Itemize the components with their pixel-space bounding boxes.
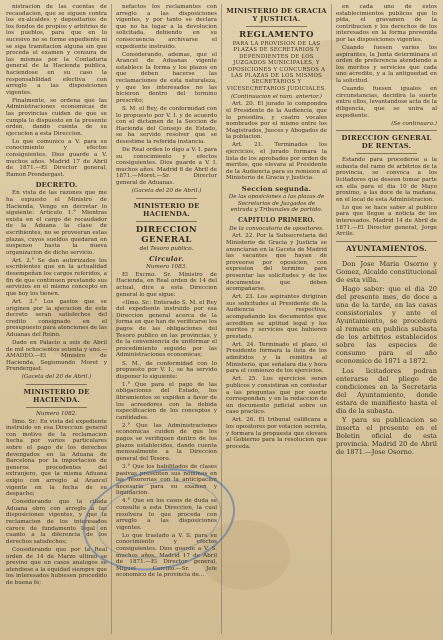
circular-heading: Circular. xyxy=(149,255,184,264)
direction-heading: DIRECCION GENERAL xyxy=(135,224,198,245)
article: Art. 26. El tribunal calificara a los opositores por votacion secreta, y formara la propuesta que elevara al Gobierno para la resolucion que proceda. xyxy=(226,417,327,450)
number-label: Numero 1082. xyxy=(36,411,77,418)
article: Art. 21. Terminados los ejercicios, el jurado formara la lista de los aprobados por orden de meritos, que elevara al Presidente de la Audiencia para su remision al Ministerio de Gracia y Justicia. xyxy=(226,142,327,182)
divider xyxy=(136,221,197,222)
paragraph: Estando para procederse a la subasta del ramo de arbitrios de la provincia, se convoca a los licitadores que deseen tomar parte en ella para el dia 10 de Mayo proximo, a las doce de la mañana, en el local de esta Administracion. xyxy=(336,157,437,203)
article: Art. 24. Terminado el plazo, el Presidente formara la lista de los admitidos y la remitira al Ministerio, que señalara dia y hora para el comienzo de los ejercicios. xyxy=(226,341,327,375)
divider xyxy=(336,241,437,242)
ministry-heading: MINISTERIO DE HACIENDA. xyxy=(133,201,200,218)
number-label: Numero 1083. xyxy=(146,264,187,271)
paragraph: En vista de las razones que me ha expuesto el Ministro de Hacienda, Vengo en decretar lo siguiente: Articulo 1.° Mientras exista en el cargo de recaudador de la Aduana la clase de escribientes, no se proveeran estas plazas, cuyos sueldos quedaran en suspenso hasta la nueva organizacion de dicho servicio. xyxy=(6,190,107,256)
divider xyxy=(246,26,307,27)
paragraph: S. M., de conformidad con lo propuesto por V. I., se ha servido disponer lo siguiente: xyxy=(116,360,217,380)
paragraph: Considerando que la citada Aduana obro con arreglo a las disposiciones vigentes, y que la reclamacion de los interesados carece de fundamento legal en cuanto a la diferencia de los derechos satisfechos; xyxy=(6,499,107,545)
column-separator xyxy=(331,4,332,634)
divider xyxy=(26,407,87,408)
section-heading: Seccion segunda. xyxy=(241,184,312,193)
paragraph: Dado en Palacio a seis de Abril de mil ochocientos setenta y uno.—AMADEO.—El Ministro de Hacienda, Segismundo Moret y Prendergast. xyxy=(6,340,107,373)
paragraph: El Excmo. Sr. Ministro de Hacienda, en Real orden de 14 del actual, dice a esta Direccion general lo que sigue: xyxy=(116,271,217,298)
paragraph: Cuando fuesen iguales en circunstancias, decidira la suerte entre ellos, levantandose acta de la diligencia, que se unira al expediente. xyxy=(336,86,437,119)
paragraph: S. M. el Rey, de conformidad con lo propuesto por V. I. y de acuerdo con el dictamen de la Seccion de Hacienda del Consejo de Estado, se ha servido resolver que se desestime la referida instancia. xyxy=(116,105,217,145)
chapter-subheading: De la convocatoria de opositores. xyxy=(229,225,324,232)
paragraph: «Ilmo. Sr.: Enterado S. M. el Rey del expediente instruido por esa Direccion general acerca de la forma en que han de verificarse los pagos de las obligaciones del Tesoro publico en las provincias, y de la conveniencia de uniformar el procedimiento seguido por las Administraciones economicas; xyxy=(116,299,217,359)
paragraph: Y para su publicacion se inserta el presente en el Boletin oficial de esta provincia. Madrid 20 de Abril de 1871.—Jose Osorno. xyxy=(336,416,437,457)
article: 1.° Que para el pago de las obligaciones del Estado, los libramientos se expidan a favor de los acreedores con la debida especificacion de los conceptos y cantidades. xyxy=(116,381,217,421)
gaceta-note: (Gaceta del 20 de Abril.) xyxy=(131,188,202,195)
divider xyxy=(136,198,197,199)
continuation-note: (Se continuara.) xyxy=(391,120,437,127)
article: 2.° Que las Administraciones economicas cuiden de que los pagos se verifiquen dentro de los plazos establecidos, dando cuenta mensualmente a la Direccion general del Tesoro. xyxy=(116,422,217,462)
paragraph: Lo que comunico a V. para su conocimiento y efectos consiguientes. Dios guarde a V. muchos años. Madrid 17 de Abril de 1871.—El Director general, Ramon Prendergast. xyxy=(6,138,107,178)
regulation-title: REGLAMENTO xyxy=(239,30,314,40)
paragraph: Los licitadores podran enterarse del pliego de condiciones en la Secretaria del Ayuntamiento, donde estara de manifiesto hasta el dia de la subasta. xyxy=(336,366,437,415)
direction-heading: DIRECCION GENERAL DE RENTAS. xyxy=(341,134,432,151)
direction-subheading: del Tesoro publico. xyxy=(139,245,194,252)
column-4 xyxy=(336,4,437,634)
paragraph: en cada uno de estos establecimientos publicos que lo pida, el gravamen de la contribucion y los derechos de los interesados en la forma prevenida por las disposiciones vigentes. xyxy=(336,4,437,43)
paragraph: Lo que se hace saber al publico para que llegue a noticia de los interesados. Madrid 14 de Abril de 1871.—El Director general, Jorge Arcile. xyxy=(336,204,437,238)
article: 3.° Que los habilitados de clases pasivas presenten sus nominas en las Tesorerias con la anticipacion necesaria para su examen y liquidacion. xyxy=(116,463,217,497)
column-3 xyxy=(226,4,327,634)
article: Art. 22. Por la Subsecretaria del Ministerio de Gracia y Justicia se anunciaran en la Gaceta de Madrid las vacantes que hayan de proveerse por oposicion, con expresion del termino para presentar las solicitudes y de los documentos que deben acompañarse. xyxy=(226,233,327,293)
paragraph: Cuando fuesen varios los aspirantes, la Junta determinara el orden de preferencia atendiendo a los meritos y servicios que cada uno acredite, y a la antiguedad en la solicitud. xyxy=(336,45,437,85)
divider xyxy=(356,256,417,257)
paragraph: De Real orden lo digo a V. I. para su conocimiento y efectos consiguientes. Dios guarde a V. I. muchos años. Madrid 6 de Abril de 1871.—Moret.—Sr. Director general de Aduanas. xyxy=(116,146,217,186)
column-1 xyxy=(6,4,107,634)
paragraph: nistracion de las cuentas de recaudacion, que se siguen contra los ex-alcaldes y depositarios de los fondos de propios y arbitrios de los pueblos, para que en lo sucesivo no se forme expediente ni se siga tramitacion alguna sin que proceda el examen y censura de las mismas por la Contaduria general de la Hacienda publica, haciendose en su caso la responsabilidad efectiva con arreglo a las disposiciones vigentes. xyxy=(6,4,107,96)
chapter-heading: CAPITULO PRIMERO. xyxy=(238,216,315,224)
section-heading: AYUNTAMIENTOS. xyxy=(345,243,428,253)
paragraph: Finalmente, se ordena que las Administraciones economicas de las provincias cuiden de que se cumpla lo dispuesto en la presente orden, dando cuenta de su ejecucion a esta Direccion. xyxy=(6,97,107,137)
paragraph: Considerando que por la Real orden de 14 de Marzo ultimo se previno que en casos analogos se atendiese a la equidad siempre que los interesados hubiesen procedido de buena fe; xyxy=(6,546,107,586)
divider xyxy=(26,384,87,385)
article: Art. 20. El jurado lo compondra el Presidente de la Audiencia, que lo presidira, y cuatro vocales nombrados por el mismo entre los Magistrados, Jueces y Abogados de la poblacion. xyxy=(226,101,327,141)
divider xyxy=(336,130,437,131)
paragraph: Lo que traslado a V. S. para su conocimiento y efectos consiguientes. Dios guarde a V. S. muchos años. Madrid 17 de Abril de 1871.—El Director general, Miguel Carrillo.—Sr. Jefe economico de la provincia de... xyxy=(116,532,217,579)
divider xyxy=(356,153,417,154)
ministry-heading: MINISTERIO DE HACIENDA. xyxy=(23,388,90,405)
paragraph: Art. 2.° Se dan autorizados los escribientes que en la actualidad desempeñan los cargos referidos, a fin de que continuen prestando sus servicios en el mismo concepto en que hoy los tienen. xyxy=(6,257,107,297)
continuation-note: (Continuacion el num. anterior.) xyxy=(231,93,322,100)
regulation-subtitle: PARA LA PROVISION DE LAS PLAZAS DE SECRETARIOS Y DEPENDIENTES DE LOS JUZGADOS MUNICIPALES, Y OPOSICIONES Y CONCURSOS A LAS PLAZAS DE LOS MISMOS SECRETARIOS Y VICESECRETARIOS JUDICIALES. xyxy=(226,41,327,92)
paragraph: Art. 3.° Los gastos que se originen por la ejecucion de este decreto seran satisfechos del credito consignado en el presupuesto para atenciones de las Aduanas del Reino. xyxy=(6,298,107,338)
gaceta-note: (Gaceta del 20 de Abril.) xyxy=(21,374,92,381)
column-2 xyxy=(116,4,217,634)
paragraph: Considerando, ademas, que el Arancel de Aduanas vigente establece la forma y los plazos en que deben hacerse las reclamaciones de esta naturaleza, y que los interesados no las hicieron dentro del termino prescrito; xyxy=(116,51,217,104)
paragraph: nefactos los reclamantes con arreglo a las disposiciones vigentes, y por tanto se declara que no ha lugar a la devolucion solicitada, debiendo en su consecuencia archivarse el expediente instruido. xyxy=(116,4,217,50)
paragraph: Don Jose Maria Osorno y Gomez, Alcalde constitucional de esta villa. xyxy=(336,259,437,284)
article: Art. 23. Los aspirantes dirigiran sus solicitudes al Presidente de la Audiencia respectiva, acompañando los documentos que acrediten su aptitud legal y los meritos y servicios que hubieren prestado. xyxy=(226,294,327,340)
ministry-heading: MINISTERIO DE GRACIA Y JUSTICIA. xyxy=(226,7,327,23)
paragraph: Hago saber: que el dia 20 del presente mes, de doce a una de la tarde, en las casas consistoriales y ante el Ayuntamiento, se procedera al remate en publica subasta de los arbitrios establecidos sobre las especies de consumo para el año economico de 1871 a 1872. xyxy=(336,285,437,366)
section-subheading: De las oposiciones a las plazas de Secretarios de Juzgados de entrada y Tribunales de partido. xyxy=(228,193,325,214)
section-heading: DECRETO. xyxy=(35,181,78,190)
article: 4.° Que en los casos de duda se consulte a esta Direccion, la cual resolvera lo que proceda con arreglo a las disposiciones vigentes. xyxy=(116,498,217,531)
article: Art. 25. Los ejercicios seran publicos y consistiran en contestar a las preguntas que por suerte correspondan, y en la redaccion de un documento judicial sobre un caso practico. xyxy=(226,376,327,416)
paragraph: Ilmo. Sr.: En vista del expediente instruido en esa Direccion general con motivo de la reclamacion hecha por varios particulares sobre el pago de los derechos devengados en la Aduana de Barcelona por la importacion de generos procedentes del extranjero, que la misma Aduana exigio con arreglo al Arancel vigente en la fecha de su despacho; xyxy=(6,418,107,498)
